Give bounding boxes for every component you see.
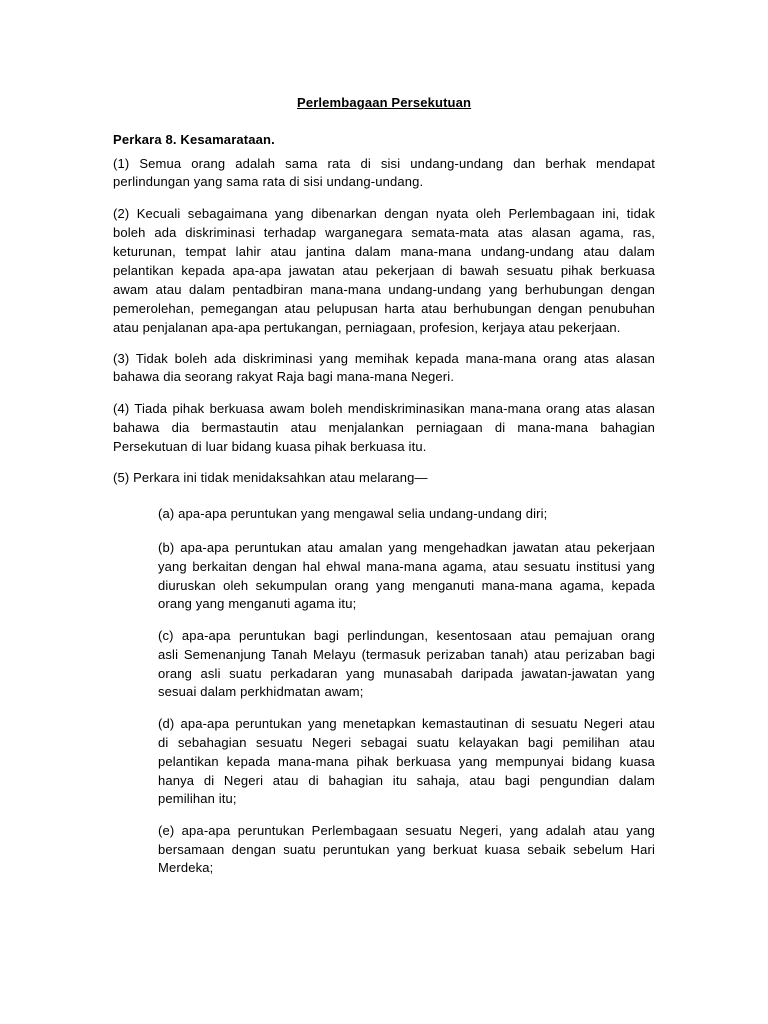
list-item-line: (a) apa-apa peruntukan yang mengawal selia undang-undang diri; xyxy=(158,506,548,521)
paragraph-line: awam atau dalam pentadbiran mana-mana undang-undang yang berhubungan dengan xyxy=(113,282,655,297)
list-item-line: Merdeka; xyxy=(158,860,214,875)
list-item-line: sesuai dalam perkhidmatan awam; xyxy=(158,684,364,699)
paragraph-line: (3) Tidak boleh ada diskriminasi yang memihak kepada mana-mana orang atas alasan xyxy=(113,351,655,366)
paragraph-line: (5) Perkara ini tidak menidaksahkan atau melarang— xyxy=(113,470,428,485)
paragraph-line: bahawa dia seorang rakyat Raja bagi mana-mana Negeri. xyxy=(113,369,455,384)
paragraph-line: boleh ada diskriminasi terhadap warganegara semata-mata atas alasan agama, ras, xyxy=(113,225,655,240)
paragraph-line: (2) Kecuali sebagaimana yang dibenarkan dengan nyata oleh Perlembagaan ini, tidak xyxy=(113,206,655,221)
list-item-line: di sebahagian sesuatu Negeri sebagai suatu kelayakan bagi pemilihan atau xyxy=(158,735,655,750)
list-item-line: (d) apa-apa peruntukan yang menetapkan kemastautinan di sesuatu Negeri atau xyxy=(158,716,655,731)
list-item-line: diuruskan oleh sekumpulan orang yang menganuti mana-mana agama, kepada xyxy=(158,578,655,593)
list-item-line: (c) apa-apa peruntukan bagi perlindungan, kesentosaan atau pemajuan orang xyxy=(158,628,655,643)
list-item-line: asli Semenanjung Tanah Melayu (termasuk perizaban tanah) atau perizaban bagi xyxy=(158,647,655,662)
list-item-line: bersamaan dengan suatu peruntukan yang berkuat kuasa sebaik sebelum Hari xyxy=(158,842,655,857)
paragraph-line: pelantikan kepada apa-apa jawatan atau pekerjaan di bawah sesuatu pihak berkuasa xyxy=(113,263,655,278)
paragraph-line: keturunan, tempat lahir atau jantina dalam mana-mana undang-undang atau dalam xyxy=(113,244,655,259)
list-item-line: orang asli suatu perkadaran yang munasabah daripada jawatan-jawatan yang xyxy=(158,666,655,681)
list-item-line: pemilihan itu; xyxy=(158,791,237,806)
list-item-line: hanya di Negeri atau di bahagian itu sahaja, atau bagi pengundian dalam xyxy=(158,773,655,788)
list-item-line: orang yang menganuti agama itu; xyxy=(158,596,357,611)
paragraph-line: atau penjalanan apa-apa pertukangan, perniagaan, profesion, kerjaya atau pekerjaan. xyxy=(113,320,621,335)
paragraph-line: pemerolehan, pemegangan atau pelupusan harta atau berhubungan dengan penubuhan xyxy=(113,301,655,316)
document-title: Perlembagaan Persekutuan xyxy=(297,95,472,110)
list-item-line: (e) apa-apa peruntukan Perlembagaan sesuatu Negeri, yang adalah atau yang xyxy=(158,823,655,838)
paragraph-line: (4) Tiada pihak berkuasa awam boleh mendiskriminasikan mana-mana orang atas alasan xyxy=(113,401,655,416)
paragraph-line: bahawa dia bermastautin atau menjalankan perniagaan di mana-mana bahagian xyxy=(113,420,655,435)
paragraph-line: perlindungan yang sama rata di sisi undang-undang. xyxy=(113,174,424,189)
list-item-line: yang berkaitan dengan hal ehwal mana-mana agama, atau sesuatu institusi yang xyxy=(158,559,655,574)
article-heading: Perkara 8. Kesamarataan. xyxy=(113,132,275,147)
paragraph-line: (1) Semua orang adalah sama rata di sisi undang-undang dan berhak mendapat xyxy=(113,156,655,171)
paragraph-line: Persekutuan di luar bidang kuasa pihak berkuasa itu. xyxy=(113,439,427,454)
list-item-line: (b) apa-apa peruntukan atau amalan yang mengehadkan jawatan atau pekerjaan xyxy=(158,540,655,555)
list-item-line: pelantikan kepada mana-mana pihak berkuasa yang mempunyai bidang kuasa xyxy=(158,754,655,769)
